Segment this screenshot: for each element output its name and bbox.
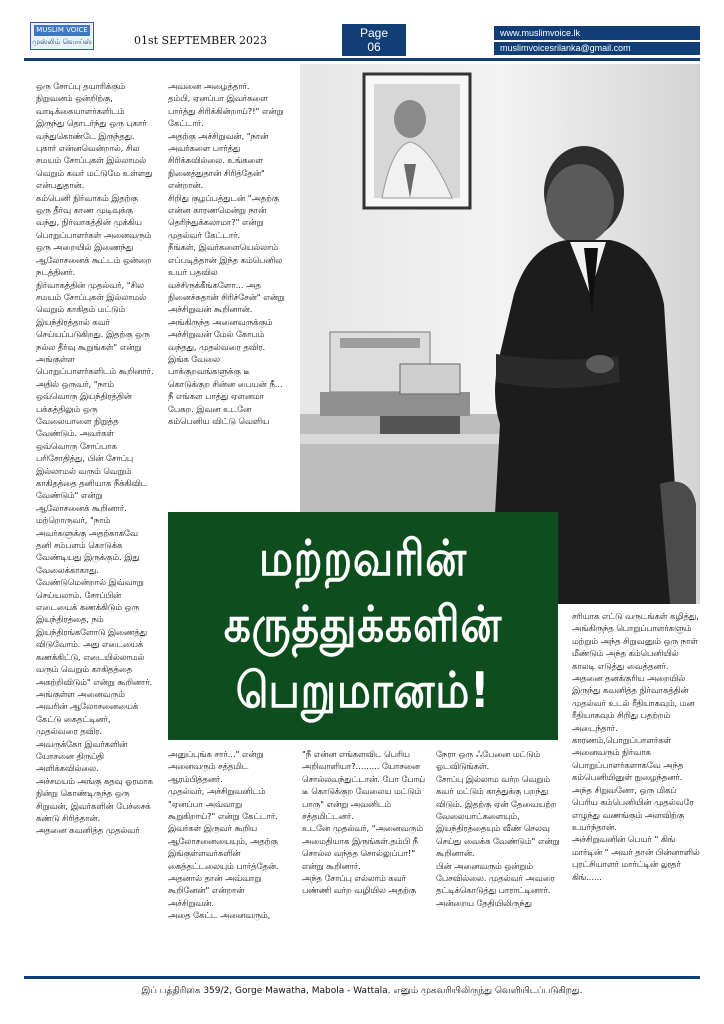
article-paragraph: வேண்டுமென்றால் இவ்வாறு செய்யலாம். சோப்பின் எடையைக் கணக்கிடும் ஒரு இயந்திரத்தை, நம் இயந்திரங்களோடு இணைத்து விடுவோம். அது எடையைக் கணக்கிட்டு, எடையில்லாமல் வரும் வெறும் காகிதத்தை அகற்றிவிடும்" என்று கூறினார். (36, 577, 153, 687)
article-column-3 (168, 748, 292, 968)
website-link[interactable]: www.muslimvoice.lk (494, 26, 700, 40)
article-paragraph: இங்க வேலை பாக்குறவங்களுக்கு டீ கொடுக்குற சின்ன பையன் நீ... (168, 353, 283, 389)
issue-date: 01st SEPTEMBER 2023 (134, 34, 268, 47)
article-column-6 (572, 610, 700, 970)
article-column-5 (436, 748, 562, 968)
article-paragraph: நீங்கள், இவர்களையெல்லாம் எப்படித்தான் இந்த கம்பெனில உயர் பதவில வச்சிருக்கீங்களோ... அத நினைச்சுதான் சிரிச்சேன்" என்று அச்சிறுவன் கூறினான். (168, 242, 285, 315)
article-paragraph: அதில் ஒருவர், "நாம் ஒவ்வொரு இயந்திரத்தின் பக்கத்திலும் ஒரு வேலையாளை நிறுத்த வேண்டும். அவர்கள் ஒவ்வொரு சோப்பாக பரிசோதித்து, பின் சோப்பு இல்லாமல் வரும் வெறும் காகிதத்தை தனியாக நீக்கிவிட வேண்டும்" என்று ஆலோசனைக் கூறினார். (36, 378, 148, 513)
article-paragraph: அதை கேட்ட அனைவரும், (168, 910, 271, 921)
page-number: 06 (367, 40, 381, 54)
header-rule (24, 58, 700, 61)
page-number-box (342, 24, 406, 56)
article-paragraph: நிர்வாகத்தின் முதல்வர், "சில சமயம் சோப்புகள் இல்லாமல் வெறும் காகிதம் மட்டும் இயந்திரத்தால் கவர் செய்யப்படுகிறது. இதற்கு ஒரு நல்ல தீர்வு கூறுங்கள்" என்று அங்குள்ள பொறுப்பாளர்களிடம் கூறினார். (36, 279, 154, 377)
article-paragraph: அச்சிறுவனின் பெயர் " கிங் மார்டின் " அவர் தான் பின்னாளில் புரட்சியாளர் மார்ட்டின் லூதர் கிங்...... (572, 834, 700, 882)
article-paragraph: புகார் என்னவென்றால், சில சமயம் சோப்புகள் இல்லாமல் வெறும் கவர் மட்டுமே உள்ளது என்பதுதான். (36, 143, 153, 191)
article-paragraph: அதனை கவனித்த முதல்வர் (36, 825, 140, 836)
article-paragraph: தம்பி, ஏனப்பா இவர்களை பார்த்து சிரிக்கின்றாய்?!" என்று கேட்டார். (168, 93, 284, 129)
article-paragraph: மற்றொருவர், "நாம் அவர்களுக்கு அதற்காகவே தனி சம்பளம் கொடுக்க வேண்டியது இருக்கும். இது வேலைக்காகாது. (36, 515, 140, 575)
logo-tamil-name: முஸ்லிம் வொய்ஸ் (32, 38, 92, 46)
logo-wordmark: MUSLIM VOICE (34, 25, 90, 36)
article-paragraph: அதற்கு அச்சிறுவன், "நான் அவர்களை பார்த்து சிரிக்கவில்லை. உங்களை நினைத்துதான் சிரித்தேன்" என்றான். (168, 130, 269, 191)
article-paragraph: சரியாக எட்டு வருடங்கள் கழித்து, அங்கிருந்த பொறுப்பாளர்களும் மற்றும் அந்த சிறுவனும் ஒரு நாள் மீண்டும் அந்த கம்பெனியில் காலடி எடுத்து வைத்தனர். (572, 611, 699, 671)
article-column-2 (168, 80, 292, 506)
article-paragraph: காரணம்,பொறுப்பாளர்கள் அனைவரும் நிர்வாக பொறுப்பாளர்களாகவே அந்த கம்பெனியினுள் நுழைந்தனர். (572, 735, 684, 783)
newspaper-logo[interactable] (30, 22, 94, 50)
article-paragraph: கம்பெனி நிர்வாகம் இதற்கு ஒரு தீர்வு காண முடிவுக்கு வந்து, நிர்வாகத்தின் முக்கிய பொறுப்பாளர்கள் அனைவரும் ஒரு அறையில் இணைந்து ஆலோசனைக் கூட்டம் ஒன்றை நடத்தினர். (36, 192, 152, 278)
article-paragraph: அங்குள்ள அனைவரும் அவரின் ஆலோசனையைக் கேட்டு கைதட்டினர், முதல்வரை தவிர. (36, 688, 139, 737)
article-paragraph: அன்றைய தேதியிலிருந்து (436, 897, 532, 908)
footer-rule (24, 976, 700, 979)
publisher-address: இப் பத்திரிகை 359/2, Gorge Mawatha, Mabola - Wattala. எனும் முகவரியிலிருந்து வெளியிடப்படுகிறது. (141, 986, 583, 996)
headline-banner (168, 512, 558, 740)
article-paragraph: அவனை அழைத்தார். (168, 81, 250, 91)
article-paragraph: சோப்பு இல்லாம வர்ற வெறும் கவர் மட்டும் காத்துக்கு பறந்து விடும். இதற்கு ஏன் தேவையற்ற வேலையாட்களையும், இயந்திரத்தையும் வீண் செலவு செய்து வைக்க வேண்டும்" என்று கூறினான். (436, 773, 560, 859)
article-column-1 (36, 80, 154, 970)
article-paragraph: நீ எங்கள பாத்து ஏளனமா பேசுற. இவன உடனே கம்பெனிய விட்டு வெளிய (168, 391, 270, 426)
headline-line-3: பெறுமானம்! (235, 662, 491, 719)
article-paragraph: அச்சமயம் அங்கு கதவு ஓரமாக நின்று கொண்டிருந்த ஒரு சிறுவன், இவர்களின் பேச்சைக் கண்டு சிரித்தான். (36, 775, 153, 823)
article-headline (195, 526, 530, 724)
article-paragraph: அதனை தனக்குரிய அறையில் இருந்து கவனித்த நிர்வாகத்தின் முதல்வர் உடல் ரீதியாகவும், மன ரீதியாகவும் சிறிது பதற்றம் அடைந்தார். (572, 673, 695, 733)
email-link[interactable]: muslimvoicesrilanka@gmail.com (494, 42, 700, 55)
article-paragraph: அனுப்புங்க சார்..." என்று அனைவரும் சத்தமிட ஆரம்பித்தனர். (168, 749, 264, 784)
masthead (0, 0, 724, 58)
headline-line-1: மற்றவரின் (259, 530, 467, 587)
article-paragraph: அவருக்கோ இவர்களின் யோசனை திருப்தி அளிக்கவில்லை. (36, 738, 128, 774)
article-paragraph: நேரா ஒரு ஃபேனை மட்டும் ஓடவிடுங்கள். (436, 749, 541, 772)
article-paragraph: சிறிது குழப்பத்துடன் "அதற்கு என்ன காரணமென்று நான் தெரிந்துக்கலாமா?" என்று முதல்வர் கேட்டார். (168, 192, 280, 240)
article-column-4 (302, 748, 426, 968)
page-label: Page (359, 26, 389, 40)
article-paragraph: இவர்கள் இருவர் கூறிய ஆலோசனையையும், அதற்கு இங்குள்ளவர்களின் கைத்தட்டலையும் பார்த்தேன். அதனால் தான் அவ்வாறு கூறினேன்" என்றான் அச்சிறுவன். (168, 823, 279, 908)
article-paragraph: அந்த சிறுவனோ, ஒரு மிகப் பெரிய கம்பெனியின் முதல்வரே எழுந்து வணங்கும் அளவிற்கு உயர்ந்தான். (572, 784, 694, 832)
headline-line-2: கருத்துக்களின் (223, 596, 503, 653)
article-paragraph: அந்த சோப்பு எல்லாம் கவர் பண்ணி வர்ற வழியில அதற்கு (302, 873, 417, 896)
article-paragraph: உடனே முதல்வர், "அனைவரும் அமைதியாக இருங்கள்.தம்பி நீ சொல்ல வந்தத சொல்லுப்பா!" என்று கூறினார். (302, 823, 423, 871)
article-paragraph: "நீ என்ன எங்களவிட பெரிய அறிவாளியா?......... யோசனை சொல்லவந்துட்டான். போ போய் டீ கொடுக்குற வேலைய மட்டும் பாரு" என்று அவனிடம் சத்தமிட்டனர். (302, 749, 426, 822)
article-paragraph: அங்கிருந்த அனைவருக்கும் அச்சிறுவன் மேல் கோபம் வந்தது, முதல்வரை தவிர. (168, 316, 273, 352)
article-paragraph: ஒரு சோப்பு தயாரிக்கும் நிறுவனம் ஒன்றிற்கு, வாடிக்கையாளர்களிடம் இருந்து தொடர்ந்து ஒரு புகார் வந்துகொண்டே இருந்தது. (36, 81, 147, 141)
article-paragraph: பின் அனைவரும் ஒன்றும் பேசவில்லை. முதல்வர் அவரை தட்டிக்கொடுத்து பாராட்டினார். (436, 860, 555, 896)
article-paragraph: முதல்வர், அச்சிறுவனிடம் "ஏனப்பா அவ்வாறு கூறுகிறாய்?" என்று கேட்டார். (168, 786, 278, 822)
